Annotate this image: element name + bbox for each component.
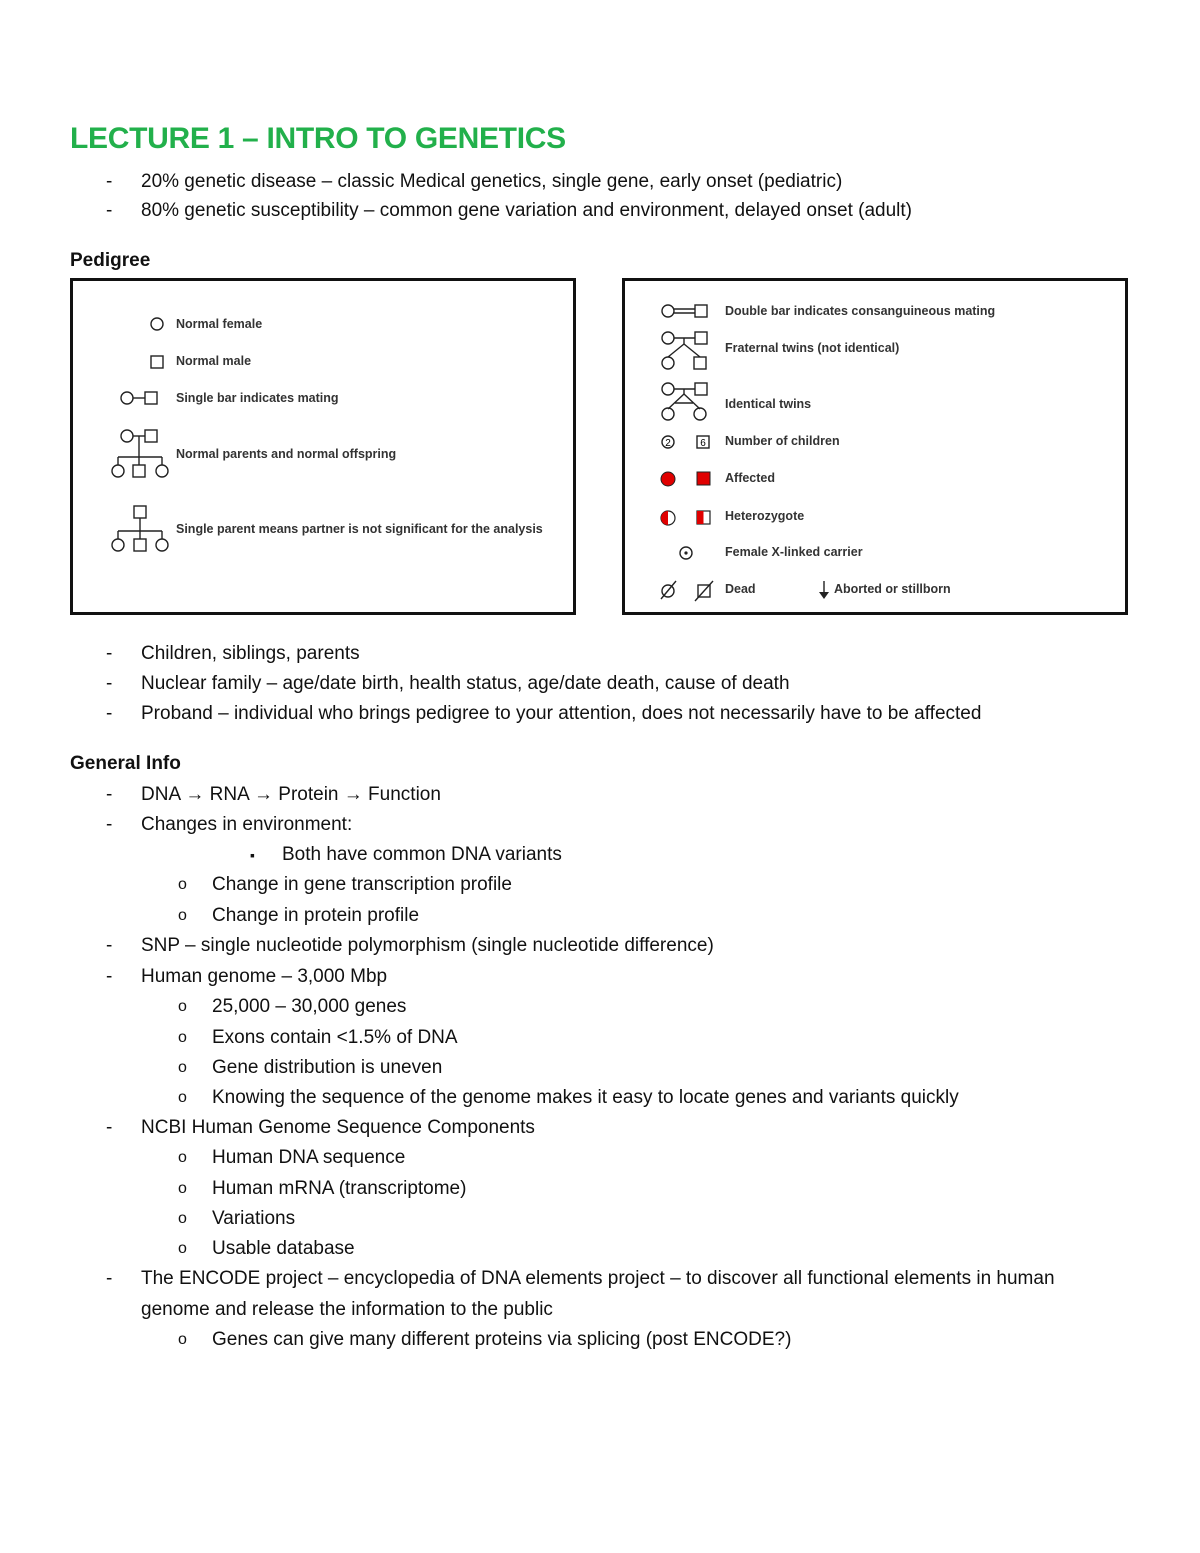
flow-step: Function [368, 784, 441, 805]
encode-sub-item: Genes can give many different proteins via splicing (post ENCODE?) [212, 1329, 792, 1350]
intro-item-2: 80% genetic susceptibility – common gene variation and environment, delayed onset (adult) [141, 200, 913, 221]
encode-item-continued: genome and release the information to the public [141, 1299, 553, 1320]
pedigree-heading: Pedigree [70, 250, 151, 271]
dash-marker: - [106, 673, 113, 694]
circle-bullet-icon: o [178, 998, 187, 1015]
circle-bullet-icon: o [178, 1059, 187, 1076]
both-variants: Both have common DNA variants [282, 844, 562, 865]
arrow-icon: → [343, 784, 363, 805]
intro-item-1: 20% genetic disease – classic Medical genetics, single gene, early onset (pediatric) [141, 171, 843, 192]
female-symbol-icon [151, 318, 163, 330]
pedigree-symbols-right [625, 281, 1125, 612]
circle-bullet-icon: o [178, 876, 187, 893]
pedigree-bullet: Proband – individual who brings pedigree to your attention, does not necessarily have to be affected [141, 703, 982, 724]
dash-marker: - [106, 171, 113, 192]
page-title: LECTURE 1 – INTRO TO GENETICS [70, 122, 566, 155]
legend-label: Number of children [725, 434, 840, 448]
legend-label: Normal female [176, 317, 263, 331]
fraternal-twins-symbol-icon [662, 332, 707, 369]
dead-symbol-icon [661, 581, 713, 601]
mating-symbol-icon [121, 392, 157, 404]
dash-marker: - [106, 1268, 113, 1289]
flow-step: Protein [278, 784, 339, 805]
circle-bullet-icon: o [178, 1029, 187, 1046]
legend-label: Identical twins [725, 397, 812, 411]
legend-label: Single bar indicates mating [176, 391, 339, 405]
circle-bullet-icon: o [178, 1149, 187, 1166]
identical-twins-symbol-icon [662, 383, 707, 420]
circle-bullet-icon: o [178, 1240, 187, 1257]
flow-step: DNA [141, 784, 181, 805]
ncbi-sub-item: Human mRNA (transcriptome) [212, 1178, 467, 1199]
legend-label: Double bar indicates consanguineous mating [725, 304, 996, 318]
legend-label: Female X-linked carrier [725, 545, 863, 559]
ncbi-sub-item: Variations [212, 1208, 296, 1229]
legend-label: Heterozygote [725, 509, 805, 523]
dash-marker: - [106, 784, 113, 805]
aborted-symbol-icon [819, 581, 829, 599]
children-count-female: 2 [665, 438, 671, 449]
ncbi-item: NCBI Human Genome Sequence Components [141, 1117, 535, 1138]
male-symbol-icon [151, 356, 163, 368]
pedigree-legend-right [622, 278, 1128, 615]
consanguineous-symbol-icon [662, 305, 707, 317]
circle-bullet-icon: o [178, 1331, 187, 1348]
arrow-icon: → [185, 784, 205, 805]
genome-sub-item: Knowing the sequence of the genome makes it easy to locate genes and variants quickly [212, 1087, 959, 1108]
change-protein: Change in protein profile [212, 905, 420, 926]
single-parent-symbol-icon [112, 506, 168, 551]
snp-item: SNP – single nucleotide polymorphism (single nucleotide difference) [141, 935, 714, 956]
circle-bullet-icon: o [178, 1210, 187, 1227]
affected-symbol-icon [661, 472, 710, 486]
legend-label: Normal male [176, 354, 252, 368]
legend-label: Single parent means partner is not significant for the analysis [176, 522, 543, 536]
family-symbol-icon [112, 430, 168, 477]
dash-marker: - [106, 1117, 113, 1138]
children-count-male: 6 [700, 438, 706, 449]
changes-environment: Changes in environment: [141, 814, 353, 835]
square-bullet-icon: ▪ [250, 847, 255, 863]
dna-flow [141, 783, 441, 807]
ncbi-sub-item: Human DNA sequence [212, 1147, 406, 1168]
flow-step: RNA [209, 784, 249, 805]
legend-label: Affected [725, 471, 776, 485]
pedigree-bullet: Children, siblings, parents [141, 643, 360, 664]
dash-marker: - [106, 703, 113, 724]
dash-marker: - [106, 966, 113, 987]
genome-item: Human genome – 3,000 Mbp [141, 966, 388, 987]
arrow-icon: → [254, 784, 273, 805]
ncbi-sub-item: Usable database [212, 1238, 355, 1259]
pedigree-legend-left [70, 278, 576, 615]
circle-bullet-icon: o [178, 1180, 187, 1197]
encode-item: The ENCODE project – encyclopedia of DNA elements project – to discover all functional elements in human [141, 1268, 1055, 1289]
legend-label: Fraternal twins (not identical) [725, 341, 900, 355]
legend-label: Dead [725, 582, 756, 596]
change-transcription: Change in gene transcription profile [212, 874, 512, 895]
x-linked-carrier-symbol-icon [680, 547, 692, 559]
heterozygote-symbol-icon [661, 511, 710, 525]
legend-label: Normal parents and normal offspring [176, 447, 397, 461]
genome-sub-item: 25,000 – 30,000 genes [212, 996, 407, 1017]
genome-sub-item: Gene distribution is uneven [212, 1057, 443, 1078]
dash-marker: - [106, 814, 113, 835]
general-info-heading: General Info [70, 753, 181, 774]
dash-marker: - [106, 935, 113, 956]
dash-marker: - [106, 643, 113, 664]
circle-bullet-icon: o [178, 1089, 187, 1106]
pedigree-bullet: Nuclear family – age/date birth, health status, age/date death, cause of death [141, 673, 790, 694]
circle-bullet-icon: o [178, 907, 187, 924]
genome-sub-item: Exons contain <1.5% of DNA [212, 1027, 458, 1048]
legend-label: Aborted or stillborn [834, 582, 951, 596]
dash-marker: - [106, 200, 113, 221]
